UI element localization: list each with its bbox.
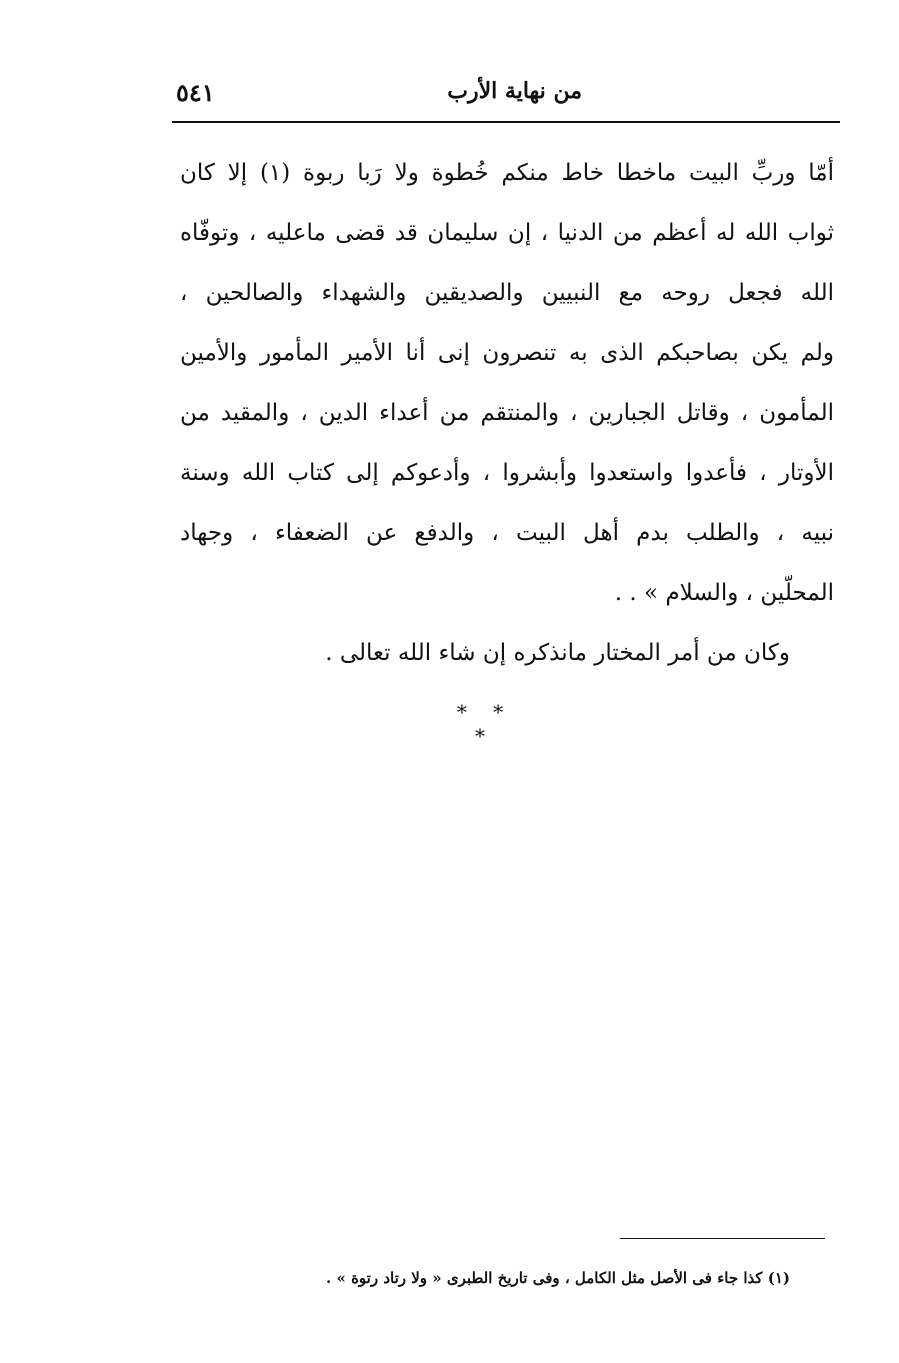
text-line: المأمون ، وقاتل الجبارين ، والمنتقم من أعداء الدين ، والمقيد من (180, 400, 834, 426)
running-head: من نهاية الأرب (447, 78, 582, 104)
text-line: نبيه ، والطلب بدم أهل البيت ، والدفع عن الضعفاء ، وجهاد (180, 520, 834, 546)
text-line: ولم يكن بصاحبكم الذى به تنصرون إنى أنا الأمير المأمور والأمين (180, 340, 834, 366)
text-line: الله فجعل روحه مع النبيين والصديقين والشهداء والصالحين ، (180, 280, 834, 306)
footnote-rule (620, 1238, 825, 1239)
header-rule (172, 121, 840, 123)
section-break-asterisks: * * * (456, 700, 514, 748)
text-line: ثواب الله له أعظم من الدنيا ، إن سليمان قد قضى ماعليه ، وتوفّاه (180, 220, 834, 246)
text-line: المحلّين ، والسلام » . . (614, 580, 834, 606)
closing-paragraph: وكان من أمر المختار مانذكره إن شاء الله تعالى . (325, 640, 790, 666)
text-line: أمّا وربِّ البيت ماخطا خاط منكم خُطوة ولا رَبا ربوة (١) إلا كان (180, 160, 834, 186)
text-line: الأوتار ، فأعدوا واستعدوا وأبشروا ، وأدعوكم إلى كتاب الله وسنة (180, 460, 834, 486)
page-header (170, 72, 840, 112)
body-text (180, 143, 834, 623)
footnote: (١) كذا جاء فى الأصل مثل الكامل ، وفى تاريخ الطبرى « ولا رتاد رتوة » . (326, 1269, 790, 1287)
page-number: ٥٤١ (176, 78, 215, 107)
